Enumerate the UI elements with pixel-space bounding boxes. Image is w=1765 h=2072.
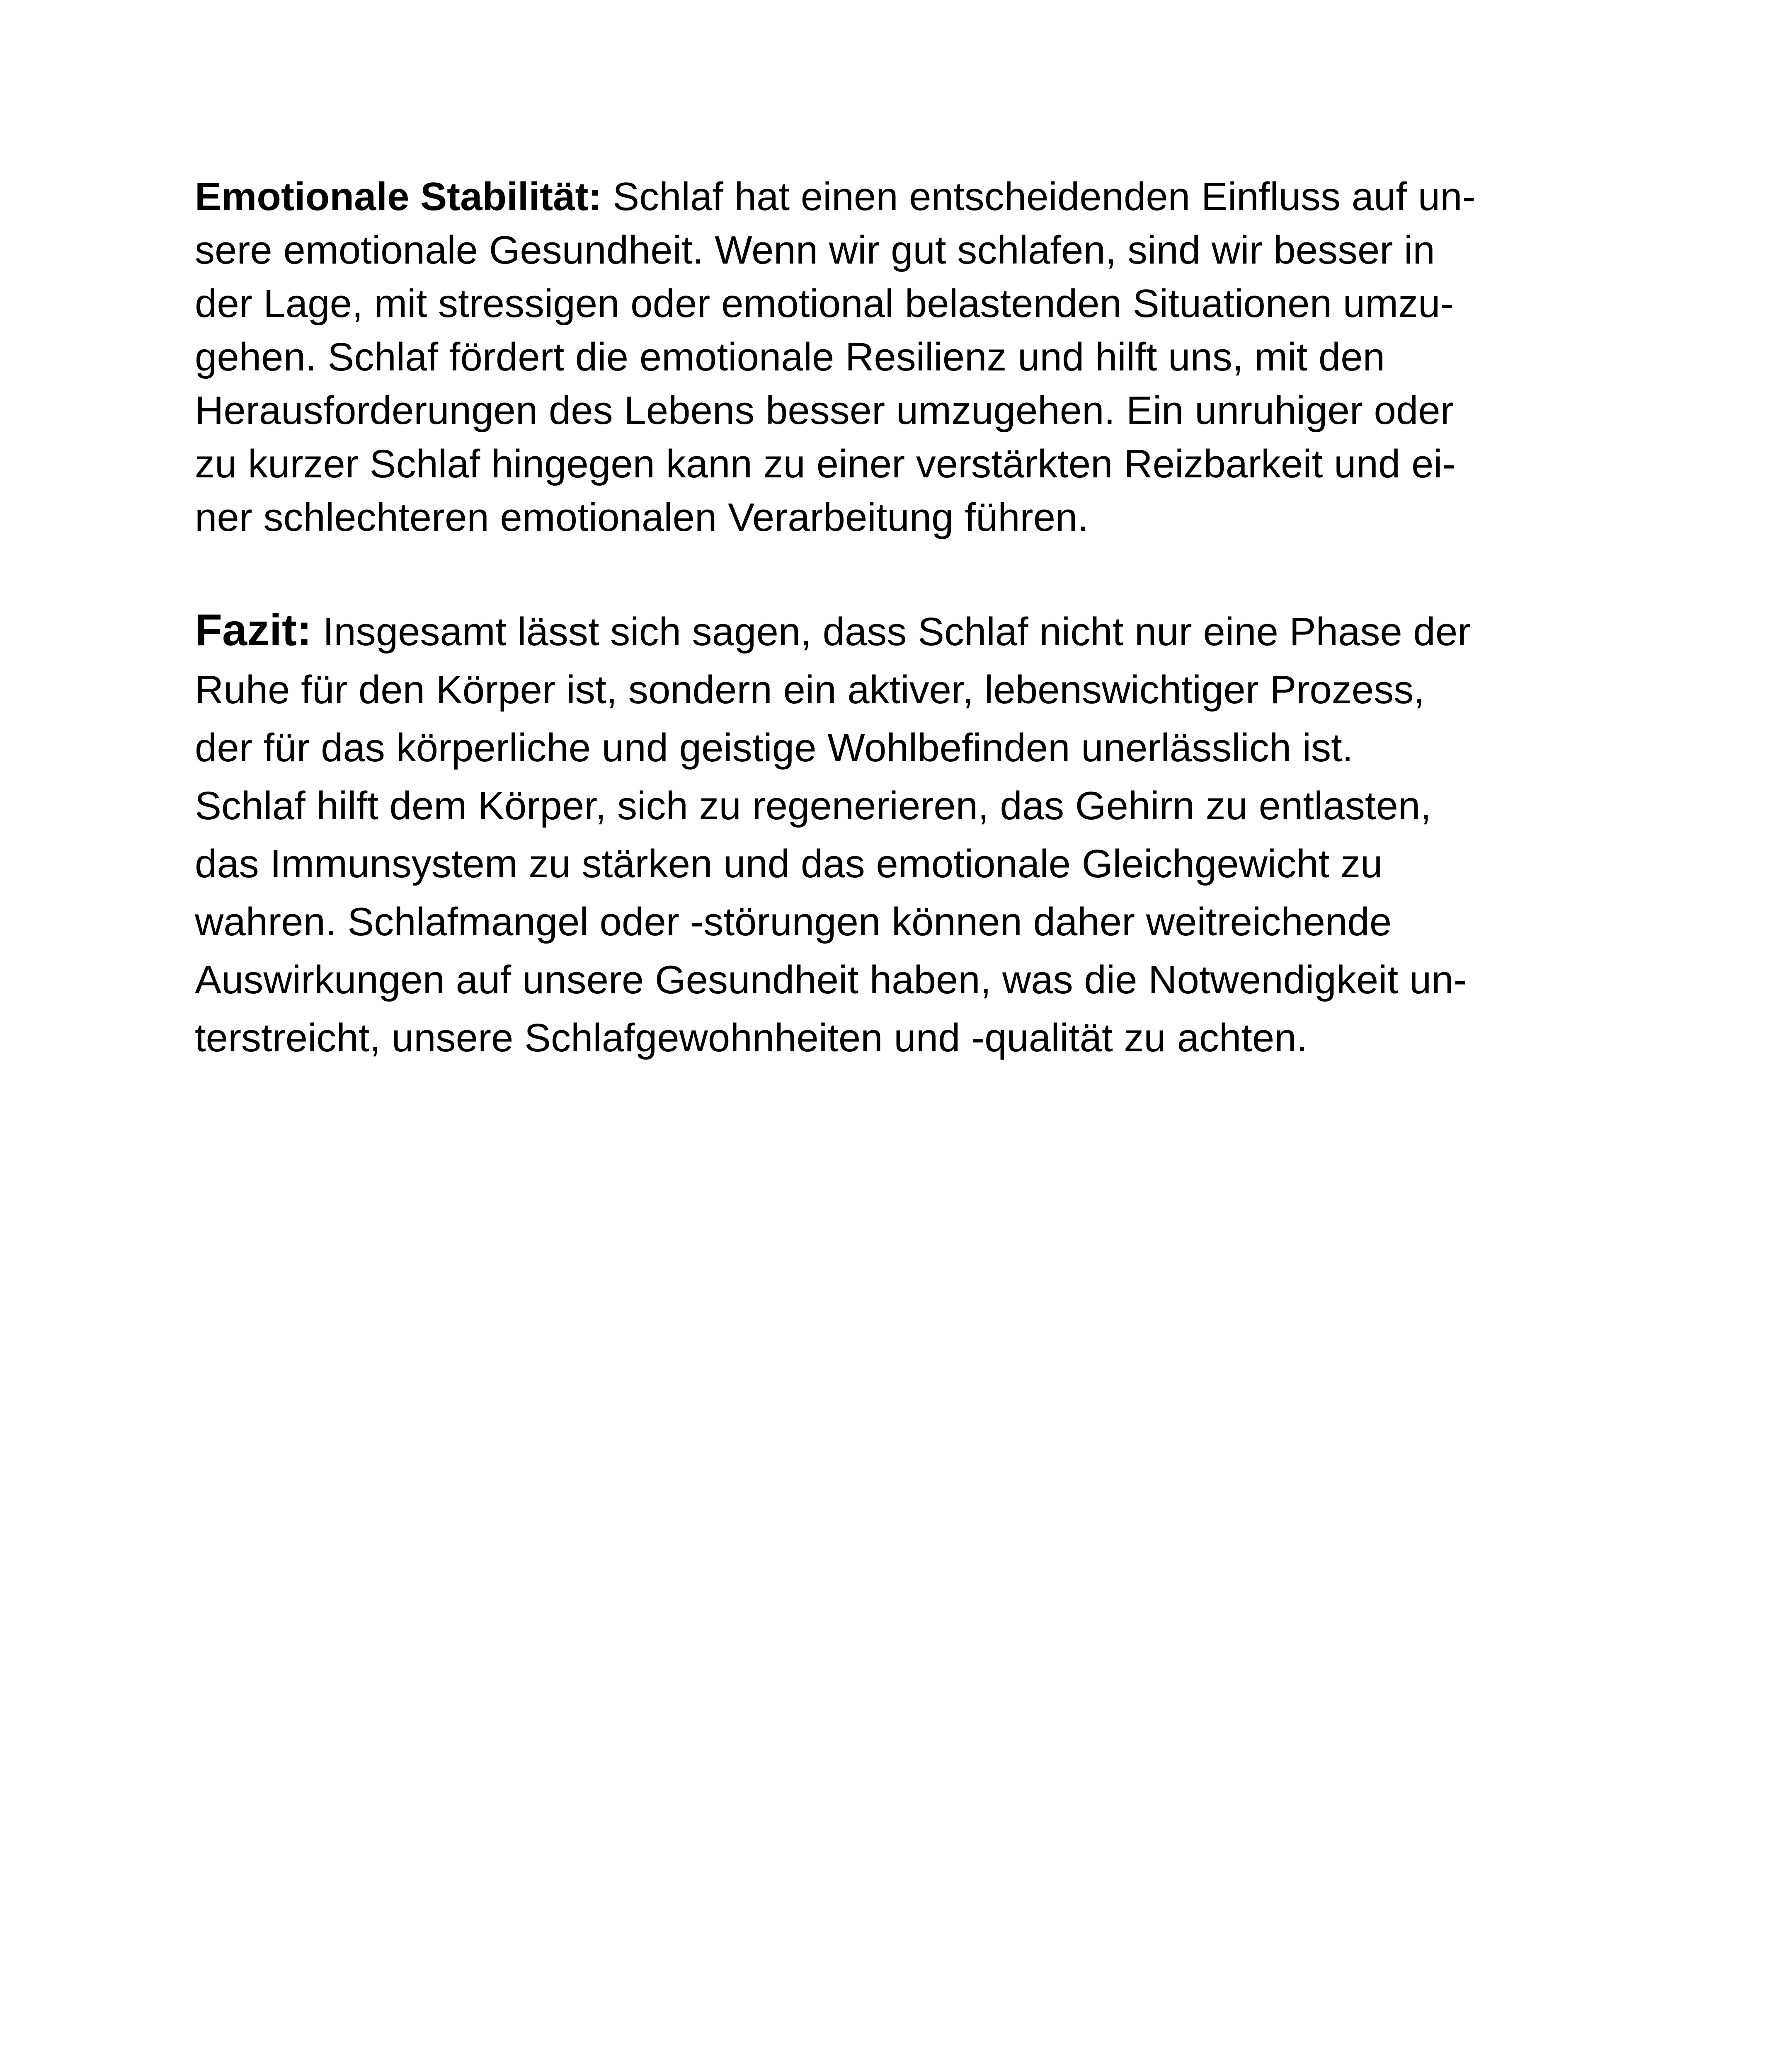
text-line: der für das körperliche und geistige Wohlbefinden unerlässlich ist. [195, 726, 1353, 770]
text-line: wahren. Schlafmangel oder -störungen können daher weitreichende [195, 900, 1392, 944]
text-line: Schlaf hilft dem Körper, sich zu regenerieren, das Gehirn zu entlasten, [195, 784, 1431, 828]
text-line: das Immunsystem zu stärken und das emotionale Gleichgewicht zu [195, 842, 1383, 886]
text-line: zu kurzer Schlaf hingegen kann zu einer verstärkten Reizbarkeit und ei- [195, 442, 1456, 486]
text-line [195, 170, 1476, 223]
text-line-content: Insgesamt lässt sich sagen, dass Schlaf nicht nur eine Phase der [311, 610, 1471, 654]
text-line: gehen. Schlaf fördert die emotionale Resilienz und hilft uns, mit den [195, 335, 1385, 379]
text-line: sere emotionale Gesundheit. Wenn wir gut schlafen, sind wir besser in [195, 228, 1435, 272]
paragraph-emotional-stability [195, 170, 1476, 544]
paragraph-conclusion [195, 601, 1471, 1067]
text-line [195, 601, 1471, 661]
text-line: Herausforderungen des Lebens besser umzugehen. Ein unruhiger oder [195, 388, 1454, 433]
paragraph-heading: Emotionale Stabilität: [195, 174, 602, 219]
text-line: der Lage, mit stressigen oder emotional belastenden Situationen umzu- [195, 281, 1454, 326]
text-line-content: Schlaf hat einen entscheidenden Einfluss auf un- [601, 174, 1476, 219]
text-line: Ruhe für den Körper ist, sondern ein aktiver, lebenswichtiger Prozess, [195, 668, 1425, 712]
text-line: terstreicht, unsere Schlafgewohnheiten und -qualität zu achten. [195, 1016, 1308, 1060]
paragraph-heading: Fazit: [195, 605, 312, 655]
text-line: ner schlechteren emotionalen Verarbeitung führen. [195, 495, 1089, 540]
text-line: Auswirkungen auf unsere Gesundheit haben, was die Notwendigkeit un- [195, 958, 1467, 1002]
